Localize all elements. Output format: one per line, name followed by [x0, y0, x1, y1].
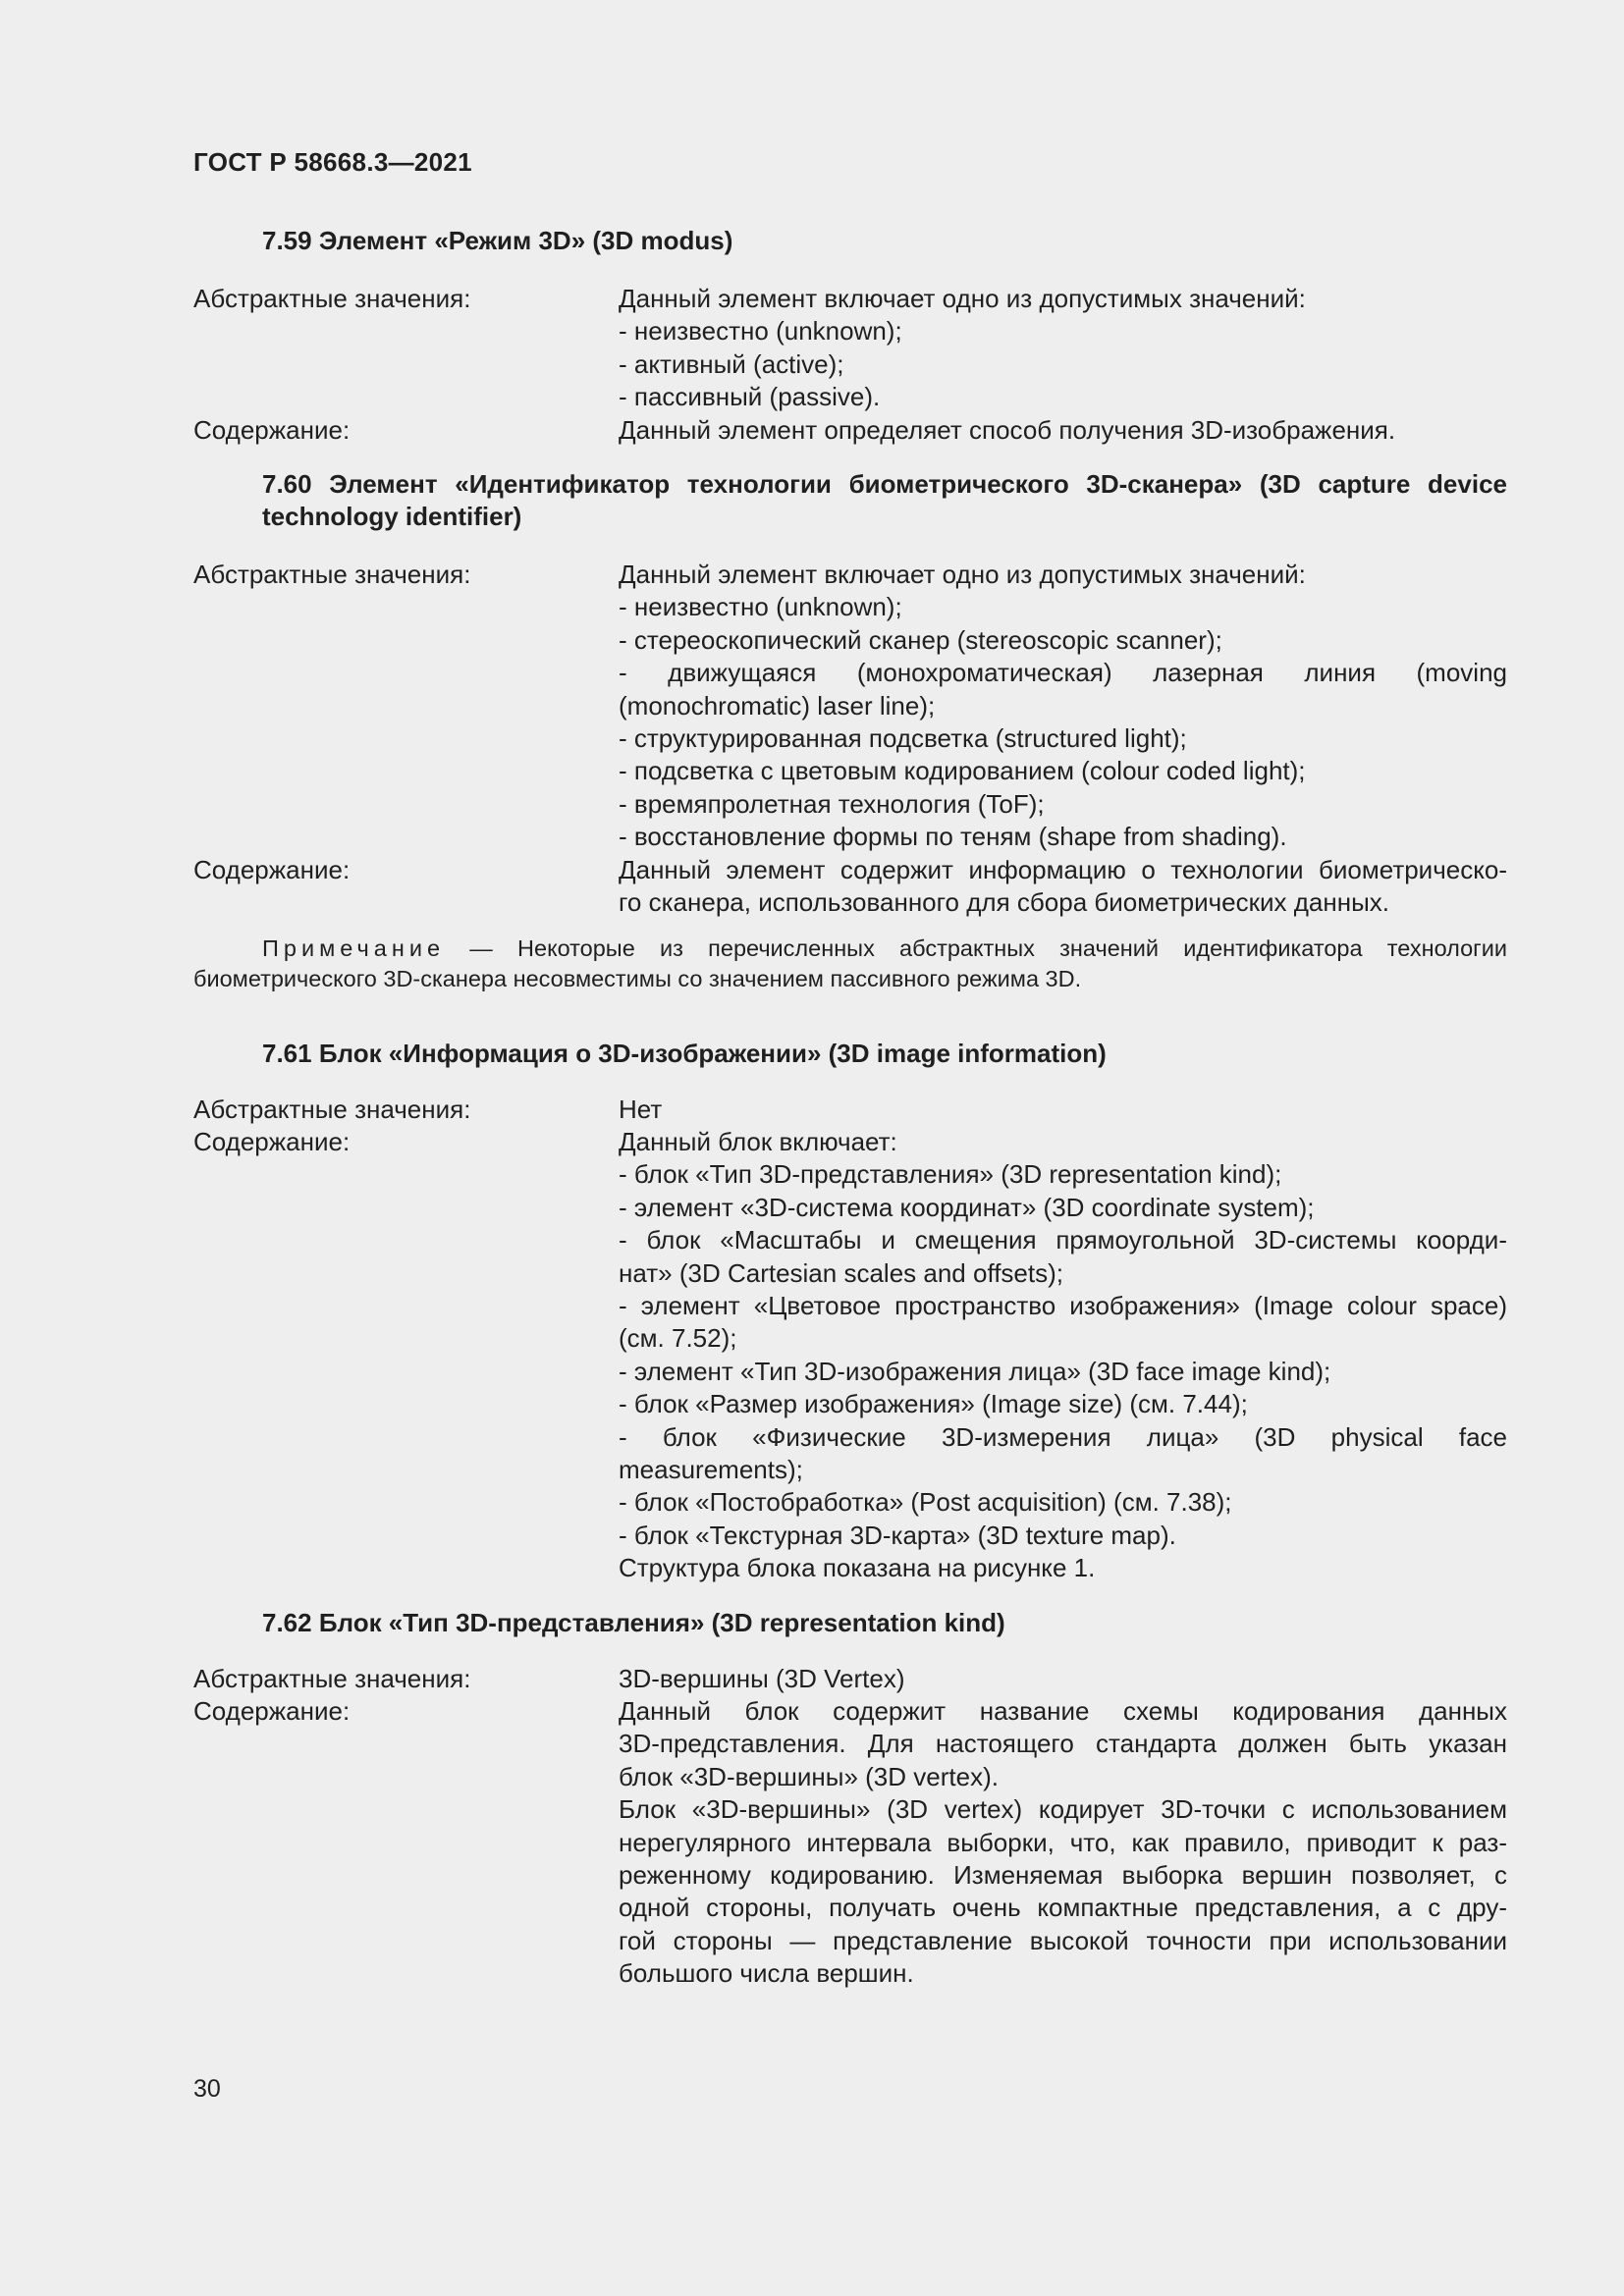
section-7-62: [193, 1607, 1507, 1991]
value-line: - движущаяся (монохроматическая) лазерная линия (moving: [619, 658, 1507, 688]
abstract-values-row: [193, 559, 1507, 854]
abstract-values-row: [193, 1094, 1507, 1126]
abstract-values-label: Абстрактные значения:: [193, 284, 471, 313]
value-line: - активный (active);: [619, 348, 844, 379]
value-line: Данный элемент определяет способ получения 3D-изображения.: [619, 414, 1396, 445]
content-value: [619, 414, 1507, 447]
note: [193, 934, 1507, 994]
value-line: одной стороны, получать очень компактные представления, а с дру-: [619, 1893, 1507, 1923]
value-line: - структурированная подсветка (structured light);: [619, 723, 1187, 754]
value-line: - блок «Постобработка» (Post acquisition) (см. 7.38);: [619, 1487, 1232, 1518]
value-line: - блок «Тип 3D-представления» (3D representation kind);: [619, 1159, 1282, 1190]
value-line: - блок «Размер изображения» (Image size) (см. 7.44);: [619, 1389, 1248, 1419]
content-row: [193, 414, 1507, 447]
value-line: Данный элемент включает одно из допустимых значений:: [619, 284, 1306, 313]
value-line: - неизвестно (unknown);: [619, 592, 902, 622]
value-line: - подсветка с цветовым кодированием (colour coded light);: [619, 756, 1306, 786]
value-line: - пассивный (passive).: [619, 382, 881, 412]
value-line: 3D-представления. Для настоящего стандарта должен быть указан: [619, 1729, 1507, 1759]
abstract-values-label: Абстрактные значения:: [193, 1663, 471, 1693]
content-row: [193, 1695, 1507, 1991]
content-row: [193, 854, 1507, 920]
content-label: Содержание:: [193, 1126, 351, 1156]
value-line: - блок «Физические 3D-измерения лица» (3D physical face: [619, 1421, 1507, 1452]
value-line: го сканера, использованного для сбора биометрических данных.: [619, 887, 1390, 918]
abstract-values: [619, 559, 1507, 854]
section-title: [193, 1038, 1507, 1070]
page-number: 30: [193, 2075, 221, 2103]
section-7-61: [193, 1038, 1507, 1585]
value-line: (см. 7.52);: [619, 1323, 737, 1354]
content-label: Содержание:: [193, 1696, 351, 1726]
value-line: measurements);: [619, 1454, 803, 1484]
field-list: [193, 1094, 1507, 1585]
section-title-line: technology identifier): [262, 502, 522, 532]
value-line: - стереоскопический сканер (stereoscopic scanner);: [619, 624, 1222, 655]
value-line: (monochromatic) laser line);: [619, 690, 936, 721]
section-title-line: 7.61 Блок «Информация о 3D-изображении» (3D image information): [262, 1038, 1107, 1068]
value-line: Данный блок включает:: [619, 1126, 897, 1156]
abstract-values-label: Абстрактные значения:: [193, 1094, 471, 1124]
value-line: Нет: [619, 1094, 663, 1124]
content-label: Содержание:: [193, 414, 351, 445]
abstract-values: [619, 1094, 1507, 1126]
abstract-values-row: [193, 1663, 1507, 1695]
abstract-values: [619, 1663, 1507, 1695]
section-title-line: 7.60 Элемент «Идентификатор технологии биометрического 3D-сканера» (3D capture device: [262, 469, 1507, 500]
value-line: - элемент «3D-система координат» (3D coordinate system);: [619, 1192, 1315, 1222]
content-value: [619, 854, 1507, 920]
value-line: большого числа вершин.: [619, 1958, 914, 1989]
value-line: - восстановление формы по теням (shape from shading).: [619, 822, 1287, 852]
section-title: [193, 1607, 1507, 1639]
value-line: Структура блока показана на рисунке 1.: [619, 1553, 1096, 1583]
section-7-60: [193, 468, 1507, 993]
value-line: - элемент «Тип 3D-изображения лица» (3D face image kind);: [619, 1356, 1331, 1386]
abstract-values-label: Абстрактные значения:: [193, 560, 471, 590]
field-list: [193, 1663, 1507, 1991]
abstract-values: [619, 283, 1507, 414]
content-row: [193, 1126, 1507, 1585]
value-line: Данный блок содержит название схемы кодирования данных: [619, 1696, 1507, 1726]
content-value: [619, 1126, 1507, 1585]
field-list: [193, 283, 1507, 447]
value-line: - неизвестно (unknown);: [619, 316, 902, 347]
value-line: нерегулярного интервала выборки, что, как правило, приводит к раз-: [619, 1827, 1507, 1857]
value-line: Блок «3D-вершины» (3D vertex) кодирует 3D-точки с использованием: [619, 1794, 1507, 1825]
section-title: [193, 468, 1507, 533]
value-line: блок «3D-вершины» (3D vertex).: [619, 1761, 999, 1791]
value-line: 3D-вершины (3D Vertex): [619, 1663, 905, 1693]
note-dash: —: [445, 934, 518, 961]
content-value: [619, 1695, 1507, 1991]
value-line: - блок «Масштабы и смещения прямоугольной 3D-системы коорди-: [619, 1225, 1507, 1255]
section-title-line: 7.59 Элемент «Режим 3D» (3D modus): [262, 226, 733, 255]
note-text: Некоторые из перечисленных абстрактных значений идентификатора технологии биометрического 3D-сканера несовместимы со значением пассивного режима 3D.: [193, 934, 1507, 991]
value-line: Данный элемент включает одно из допустимых значений:: [619, 560, 1306, 590]
document-body: [193, 225, 1507, 1991]
field-list: [193, 559, 1507, 919]
section-title: [193, 225, 1507, 257]
value-line: - времяпролетная технология (ToF);: [619, 788, 1045, 819]
document-header: ГОСТ Р 58668.3—2021: [193, 147, 472, 177]
value-line: Данный элемент содержит информацию о технологии биометрическо-: [619, 854, 1507, 884]
value-line: нат» (3D Cartesian scales and offsets);: [619, 1257, 1063, 1288]
value-line: - элемент «Цветовое пространство изображения» (Image colour space): [619, 1290, 1507, 1320]
content-label: Содержание:: [193, 854, 351, 884]
note-label: Примечание: [262, 934, 446, 961]
section-title-line: 7.62 Блок «Тип 3D-представления» (3D representation kind): [262, 1607, 1005, 1637]
value-line: реженному кодированию. Изменяемая выборка вершин позволяет, с: [619, 1860, 1507, 1891]
value-line: гой стороны — представление высокой точности при использовании: [619, 1925, 1507, 1955]
value-line: - блок «Текстурная 3D-карта» (3D texture map).: [619, 1520, 1176, 1550]
abstract-values-row: [193, 283, 1507, 414]
section-7-59: [193, 225, 1507, 447]
